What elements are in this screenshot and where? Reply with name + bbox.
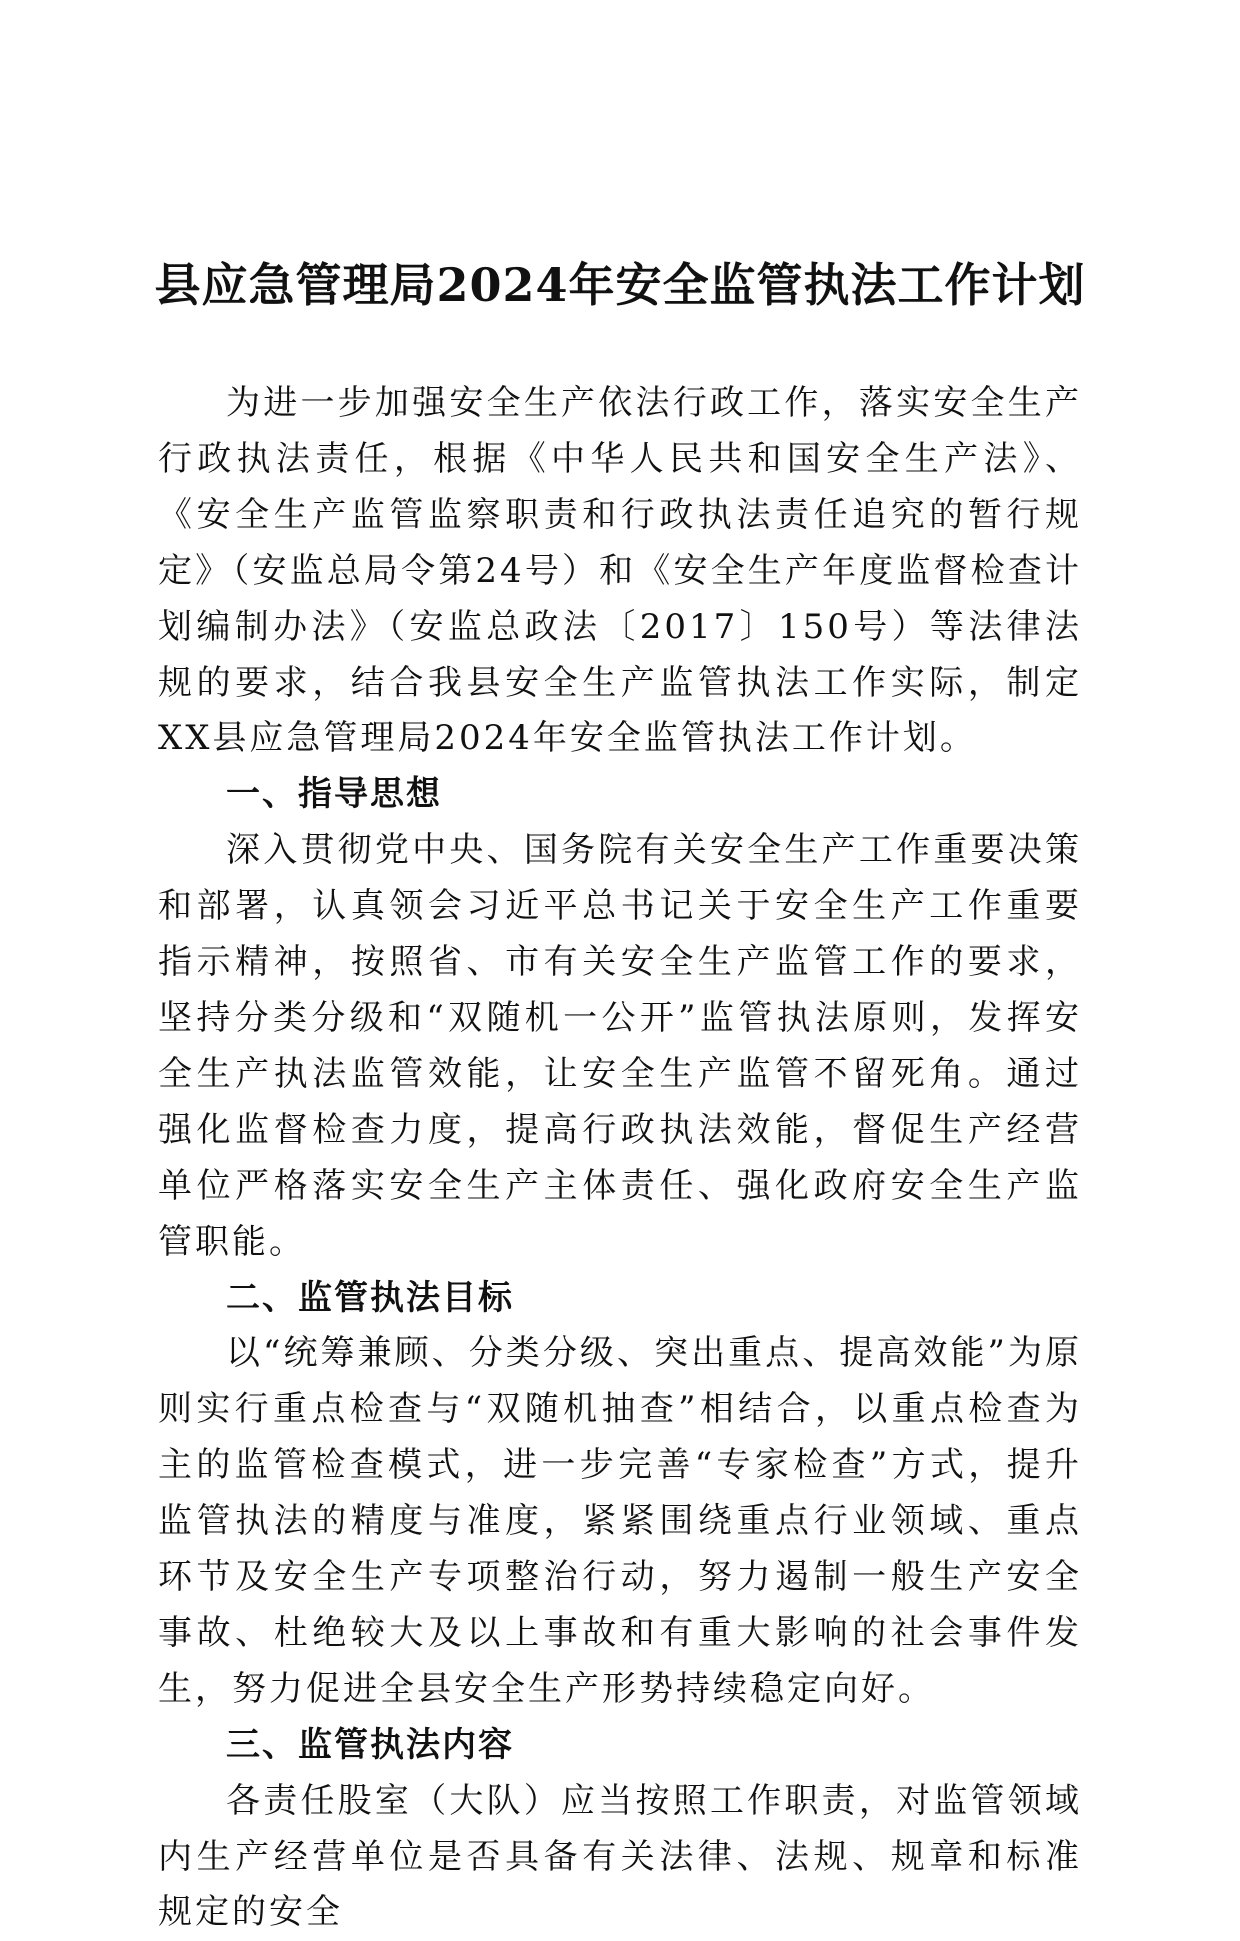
section-heading-enforcement-content: 三、监管执法内容 [226,1724,514,1765]
section-paragraph-guiding-ideology: 深入贯彻党中央、国务院有关安全生产工作重要决策和部署，认真领会习近平总书记关于安全生产工作重要指示精神，按照省、市有关安全生产监管工作的要求，坚持分类分级和“双随机一公开”监管执法原则，发挥安全生产执法监管效能，让安全生产监管不留死角。通过强化监督检查力度，提高行政执法效能，督促生产经营单位严格落实安全生产主体责任、强化政府安全生产监管职能。 [158,830,1082,1262]
document-body [158,376,1082,1941]
document-title: 县应急管理局2024年安全监管执法工作计划 [154,258,1086,312]
section-paragraph-enforcement-goals: 以“统筹兼顾、分类分级、突出重点、提高效能”为原则实行重点检查与“双随机抽查”相结合，以重点检查为主的监管检查模式，进一步完善“专家检查”方式，提升监管执法的精度与准度，紧紧围绕重点行业领域、重点环节及安全生产专项整治行动，努力遏制一般生产安全事故、杜绝较大及以上事故和有重大影响的社会事件发生，努力促进全县安全生产形势持续稳定向好。 [158,1333,1082,1709]
section-heading-guiding-ideology: 一、指导思想 [226,774,442,815]
section-paragraph-enforcement-content: 各责任股室（大队）应当按照工作职责，对监管领域内生产经营单位是否具备有关法律、法规、规章和标准规定的安全 [158,1780,1082,1933]
intro-paragraph: 为进一步加强安全生产依法行政工作，落实安全生产行政执法责任，根据《中华人民共和国安全生产法》、《安全生产监管监察职责和行政执法责任追究的暂行规定》（安监总局令第24号）和《安全生产年度监督检查计划编制办法》（安监总政法〔2017〕150号）等法律法规的要求，结合我县安全生产监管执法工作实际，制定XX县应急管理局2024年安全监管执法工作计划。 [158,383,1082,759]
section-heading-enforcement-goals: 二、监管执法目标 [226,1277,514,1318]
